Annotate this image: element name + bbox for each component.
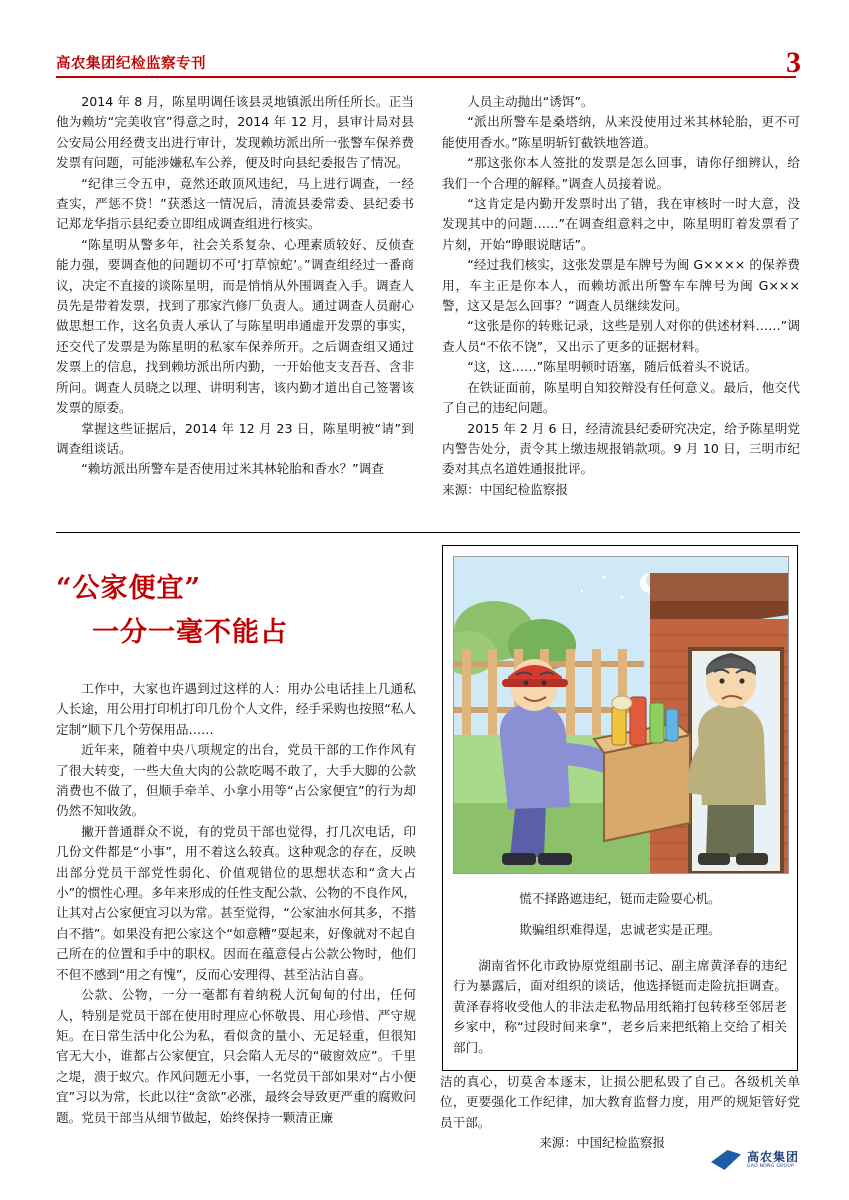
top-article [56, 92, 800, 500]
logo-mark-icon [711, 1150, 741, 1170]
company-logo [711, 1150, 799, 1170]
top-article-left-column [56, 92, 414, 500]
paragraph: 2015 年 2 月 6 日，经清流县纪委研究决定，给予陈星明党内警告处分，责令其上缴违规报销款项。9 月 10 日，三明市纪委对其点名道姓通报批评。 [442, 420, 800, 477]
paragraph: “赖坊派出所警车是否使用过米其林轮胎和香水？”调查 [81, 461, 384, 477]
logo-name-en: GAO NONG GROUP [746, 1163, 794, 1169]
bottom-article-text-column [56, 545, 416, 1128]
paragraph: 2014 年 8 月，陈星明调任该县灵地镇派出所任所长。正当他为赖坊“完美收官”得意之时，2014 年 12 月，县审计局对县公安局公用经费支出进行审计，发现赖坊派出所一张警车保养费发票有问题，可能涉嫌私车公养，便及时向县纪委报告了情况。 [56, 94, 414, 171]
cartoon-svg [454, 557, 788, 873]
cartoon-caption-line-1: 慌不择路遮违纪，铤而走险耍心机。 [519, 891, 721, 906]
cartoon-frame [442, 545, 798, 1071]
paragraph: 近年来，随着中央八项规定的出台，党员干部的工作作风有了很大转变，一些大鱼大肉的公款吃喝不敢了，大手大脚的公款消费也不做了，但顺手牵羊、小拿小用等“占公家便宜”的行为却仍然不知收敛。 [56, 742, 416, 819]
masthead [56, 52, 796, 73]
paragraph: “纪律三令五申，竟然还敢顶风违纪，马上进行调查，一经查实，严惩不贷！”获悉这一情况后，清流县委常委、县纪委书记郑龙华指示县纪委立即组成调查组进行核实。 [56, 175, 414, 232]
paragraph: 在铁证面前，陈星明自知狡辩没有任何意义。最后，他交代了自己的违纪问题。 [442, 379, 800, 416]
article-headline [56, 567, 416, 655]
paragraph: “这张是你的转账记录，这些是别人对你的供述材料……”调查人员“不依不饶”，又出示了更多的证据材料。 [442, 318, 800, 354]
paragraph: 工作中，大家也许遇到过这样的人：用办公电话挂上几通私人长途，用公用打印机打印几份个人文件，经手采购也按照“私人定制”顺下几个劳保用品…… [56, 681, 416, 737]
section-divider [56, 532, 800, 533]
top-article-right-column [442, 92, 800, 500]
cartoon-column [442, 545, 800, 1128]
paragraph: 掌握这些证据后，2014 年 12 月 23 日，陈星明被“请”到调查组谈话。 [56, 420, 414, 456]
headline-line-1: “公家便宜” [56, 573, 202, 604]
source-credit: 来源：中国纪检监察报 [442, 481, 568, 497]
paragraph: 撇开普通群众不说，有的党员干部也觉得，打几次电话，印几份文件都是“小事”，用不着这么较真。这种观念的存在，反映出部分党员干部党性弱化、价值观错位的思想状态和“贪大占小”的惯性心理。多年来形成的任性支配公款、公物的不良作风，让其对占公家便宜习以为常。甚至觉得，“公家油水何其多，不揩白不揩”。如果没有把公家这个“如意糟”耍起来，好像就对不起自己所在的位置和手中的职权。因而在蕴意侵占公款公物时，他们不但不感到“用之有愧”，反而心安理得、甚至沾沾自喜。 [56, 823, 416, 982]
masthead-rule [56, 76, 796, 78]
paragraph: 洁的真心，切莫舍本逐末，让损公肥私毁了自己。各级机关单位，更要强化工作纪律，加大教育监督力度，用严的规矩管好党员干部。 [440, 1074, 800, 1130]
paragraph: “这肯定是内勤开发票时出了错，我在审核时一时大意，没发现其中的问题……”在调查组意料之中，陈星明盯着发票看了片刻，开始“睁眼说瞎话”。 [442, 196, 800, 252]
cartoon-illustration [453, 556, 789, 874]
masthead-title: 高农集团纪检监察专刊 [56, 56, 206, 72]
paragraph: “那这张你本人签批的发票是怎么回事，请你仔细辨认，给我们一个合理的解释。”调查人员接着说。 [442, 155, 800, 191]
paragraph: “陈星明从警多年，社会关系复杂、心理素质较好、反侦查能力强，要调查他的问题切不可‘打草惊蛇’。”调查组经过一番商议，决定不直接的谈陈星明，而是悄悄从外围调查入手。调查人员先是带着发票，找到了那家汽修厂负责人。通过调查人员耐心做思想工作，这名负责人承认了与陈星明串通虚开发票的事实，还交代了发票是为陈星明的私家车保养所开。之后调查组又通过发票上的信息，找到赖坊派出所内勤，一开始他支支吾吾、含非所问。调查人员晓之以理、讲明利害，该内勤才道出自己签署该发票的原委。 [56, 236, 414, 416]
bottom-article [56, 545, 800, 1128]
bottom-article-continuation [440, 1072, 800, 1154]
logo-name-cn: 高农集团 [746, 1149, 799, 1164]
cartoon-caption-line-2: 欺骗组织难得逞，忠诚老实是正理。 [519, 922, 721, 937]
paragraph: “这，这……”陈星明顿时语塞，随后低着头不说话。 [467, 359, 758, 375]
paragraph: “派出所警车是桑塔纳，从来没使用过米其林轮胎，更不可能使用香水。”陈星明斩钉截铁地答道。 [442, 114, 800, 150]
headline-line-2: 一分一毫不能占 [92, 617, 288, 648]
cartoon-caption-body: 湖南省怀化市政协原党组副书记、副主席黄泽春的违纪行为暴露后，面对组织的谈话，他选择铤而走险抗拒调查。黄泽春将收受他人的非法走私物品用纸箱打包转移至邻居老乡家中，称“过段时间来拿”，老乡后来把纸箱上交给了相关部门。 [453, 958, 787, 1055]
paragraph: 公款、公物，一分一毫都有着纳税人沉甸甸的付出，任何人，特别是党员干部在使用时理应心怀敬畏、用心珍惜、严守规矩。在日常生活中化公为私，看似贪的量小、无足轻重，但很知官无大小，谁都占公家便宜，只会陷人无尽的“破窗效应”。千里之堤，溃于蚁穴。作风问题无小事，一名党员干部如果对“占小便宜”习以为常，长此以往“贪欲”必涨，最终会导致更严重的腐败问题。党员干部当从细节做起，始终保持一颗清正廉 [56, 987, 416, 1125]
logo-text [747, 1151, 799, 1170]
page-number: 3 [786, 46, 801, 79]
paragraph: 人员主动抛出“诱饵”。 [467, 94, 594, 109]
paragraph: “经过我们核实，这张发票是车牌号为闽 G×××× 的保养费用，车主正是你本人，而赖坊派出所警车车牌号为闽 G××× 警，这又是怎么回事？”调查人员继续发问。 [442, 257, 800, 314]
source-credit: 来源：中国纪检监察报 [539, 1135, 666, 1151]
